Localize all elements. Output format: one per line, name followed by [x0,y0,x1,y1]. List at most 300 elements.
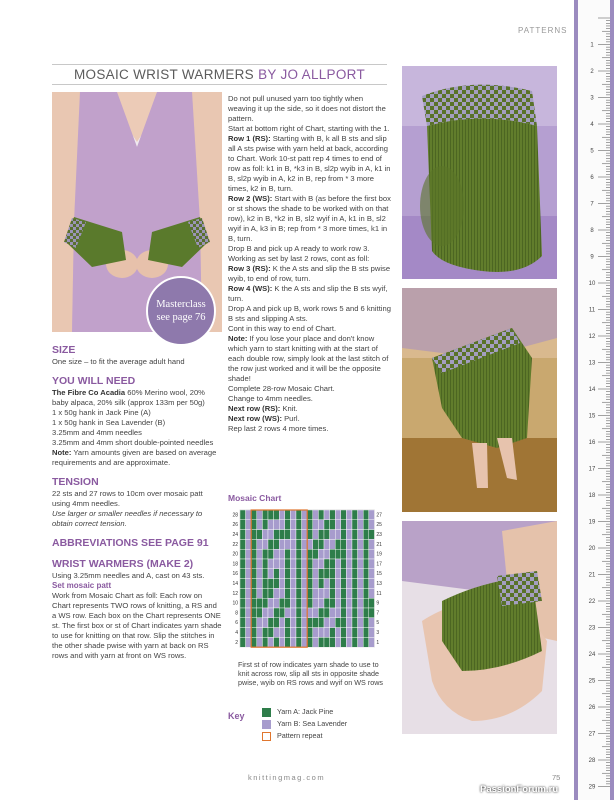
chart-cell [318,549,324,559]
ruler-label: 20 [588,546,596,552]
chart-cell [262,559,268,569]
ruler-label: 4 [590,122,594,128]
chart-cell [268,579,274,589]
photo-wrist-warmer-middle [402,288,557,512]
chart-cell [307,559,313,569]
chart-cell [318,530,324,540]
chart-cell [268,598,274,608]
row-text: Purl. [282,414,300,423]
mid-para: Complete 28-row Mosaic Chart. [228,384,335,393]
chart-cell [363,510,369,520]
chart-cell [352,637,358,647]
chart-cell [313,539,319,549]
chart-cell [251,598,257,608]
ruler-label: 3 [590,95,594,102]
chart-cell [290,628,296,638]
wrist-body: Work from Mosaic Chart as foll: Each row on Chart represents TWO rows of knitting, a RS and a WS row. Each box on the Chart represents ONE st. The first box or st of Chart indicates yarn shade to use for knitting on that row. Slip the stitches in the other shade pwise with yarn at back on RS rows and with yarn at front on WS rows. [52,591,222,660]
chart-cell [346,510,352,520]
chart-cell [246,598,252,608]
row-label-left: 2 [235,639,238,646]
chart-cell [246,520,252,530]
chart-cell [307,598,313,608]
chart-cell [330,588,336,598]
chart-cell [285,539,291,549]
chart-cell [358,530,364,540]
chart-cell [330,530,336,540]
chart-cell [302,579,308,589]
chart-cell [290,598,296,608]
chart-cell [335,628,341,638]
chart-cell [285,598,291,608]
row-1 [228,134,393,194]
chart-cell [352,520,358,530]
chart-cell [302,588,308,598]
key-label-yarn-a: Yarn A: Jack Pine [277,707,334,716]
chart-cell [274,628,280,638]
chart-cell [257,598,263,608]
chart-cell [318,598,324,608]
chart-cell [313,579,319,589]
chart-cell [302,539,308,549]
row-3 [228,264,393,284]
chart-cell [313,608,319,618]
chart-cell [335,588,341,598]
abbrev-heading[interactable]: ABBREVIATIONS SEE PAGE 91 [52,537,209,549]
chart-cell [346,588,352,598]
chart-cell [318,628,324,638]
watermark: PassionForum.ru [480,784,559,795]
ruler-label: 12 [588,334,596,340]
chart-cell [279,579,285,589]
chart-cell [240,579,246,589]
ruler-label: 8 [590,228,594,234]
chart-cell [285,530,291,540]
row-label-left: 10 [232,600,238,607]
chart-cell [285,618,291,628]
pattern-title [52,67,387,82]
key-swatch-yarn-b [262,720,271,729]
chart-cell [352,588,358,598]
title-byline: BY JO ALLPORT [258,67,366,82]
chart-cell [257,569,263,579]
chart-cell [369,520,375,530]
chart-cell [240,618,246,628]
chart-cell [313,530,319,540]
mid-para: Change to 4mm needles. [228,394,313,403]
chart-cell [369,510,375,520]
chart-cell [352,618,358,628]
chart-cell [274,530,280,540]
chart-cell [279,530,285,540]
chart-cell [274,569,280,579]
chart-cell [346,530,352,540]
chart-cell [324,520,330,530]
chart-cell [302,569,308,579]
chart-cell [358,549,364,559]
chart-cell [318,618,324,628]
mid-para: Start at bottom right of Chart, starting with the 1. [228,124,390,133]
chart-cell [363,637,369,647]
chart-cell [330,618,336,628]
chart-cell [313,569,319,579]
chart-cell [268,608,274,618]
chart-cell [302,608,308,618]
need-item: 1 x 50g hank in Sea Lavender (B) [52,418,166,427]
chart-cell [341,637,347,647]
chart-cell [324,637,330,647]
chart-cell [296,539,302,549]
row-label-right: 5 [376,620,380,627]
chart-cell [268,618,274,628]
chart-cell [324,579,330,589]
chart-cell [268,569,274,579]
chart-cell [262,637,268,647]
row-label-left: 22 [232,541,238,548]
chart-cell [324,618,330,628]
key-swatch-yarn-a [262,708,271,717]
chart-cell [324,510,330,520]
chart-cell [296,569,302,579]
chart-cell [296,549,302,559]
chart-cell [363,618,369,628]
chart-cell [262,539,268,549]
chart-cell [285,608,291,618]
chart-cell [352,530,358,540]
chart-cell [262,510,268,520]
chart-cell [335,530,341,540]
chart-cell [285,637,291,647]
chart-cell [240,530,246,540]
chart-cell [279,520,285,530]
chart-cell [246,628,252,638]
need-item: 3.25mm and 4mm needles [52,428,142,437]
chart-cell [363,569,369,579]
chart-cell [369,598,375,608]
chart-cell [346,598,352,608]
chart-cell [296,628,302,638]
middle-column [228,94,393,434]
mosaic-subheading: Set mosaic patt [52,581,112,590]
chart-cell [268,637,274,647]
chart-cell [302,530,308,540]
chart-cell [262,569,268,579]
chart-cell [246,559,252,569]
chart-cell [358,608,364,618]
chart-cell [341,628,347,638]
chart-cell [313,637,319,647]
chart-cell [302,598,308,608]
chart-cell [307,588,313,598]
chart-cell [274,520,280,530]
row-label-right: 21 [376,541,382,548]
chart-cell [369,608,375,618]
chart-cell [302,520,308,530]
chart-cell [313,559,319,569]
row-label-right: 3 [376,629,380,636]
chart-cell [335,637,341,647]
chart-cell [296,579,302,589]
row-label-left: 4 [235,629,238,636]
chart-cell [369,579,375,589]
chart-cell [296,530,302,540]
chart-cell [296,637,302,647]
chart-cell [324,588,330,598]
mid-note [228,334,393,384]
chart-cell [257,608,263,618]
chart-title: Mosaic Chart [228,493,282,503]
chart-cell [257,618,263,628]
chart-cell [285,569,291,579]
ruler-label: 29 [588,784,596,791]
row-label: Next row (WS): [228,414,282,423]
chart-cell [324,598,330,608]
badge-line-2: see page 76 [156,312,206,323]
row-label-right: 27 [376,512,382,519]
chart-cell [262,588,268,598]
chart-cell [296,559,302,569]
chart-cell [346,539,352,549]
chart-cell [285,588,291,598]
chart-cell [346,628,352,638]
row-label: Row 2 (WS): [228,194,273,203]
chart-cell [324,608,330,618]
chart-cell [246,530,252,540]
mid-para: Rep last 2 rows 4 more times. [228,424,329,433]
chart-cell [358,559,364,569]
tension-note: Use larger or smaller needles if necessary to obtain correct tension. [52,509,203,528]
next-row-rs [228,404,393,414]
chart-cell [302,510,308,520]
chart-cell [262,520,268,530]
chart-cell [369,549,375,559]
chart-cell [296,618,302,628]
chart-cell [346,549,352,559]
yarn-description [52,388,222,408]
ruler-label: 28 [588,758,596,764]
chart-cell [313,628,319,638]
chart-cell [318,569,324,579]
ruler-label: 9 [590,254,594,261]
chart-cell [290,588,296,598]
chart-cell [274,637,280,647]
chart-cell [352,549,358,559]
chart-cell [257,539,263,549]
row-label-left: 14 [232,580,238,587]
chart-cell [363,628,369,638]
chart-cell [251,559,257,569]
chart-cell [274,559,280,569]
chart-cell [330,569,336,579]
chart-cell [240,588,246,598]
chart-cell [358,569,364,579]
chart-cell [341,618,347,628]
chart-cell [335,608,341,618]
chart-cell [307,569,313,579]
chart-cell [352,559,358,569]
chart-cell [240,510,246,520]
chart-cell [240,637,246,647]
chart-cell [279,559,285,569]
chart-cell [240,569,246,579]
chart-cell [296,588,302,598]
row-4 [228,284,393,304]
chart-cell [335,549,341,559]
yarn-brand: The Fibre Co Acadia [52,388,126,397]
ruler-label: 25 [588,678,596,685]
chart-cell [290,618,296,628]
chart-cell [302,637,308,647]
chart-cell [324,530,330,540]
chart-cell [363,530,369,540]
chart-cell [279,569,285,579]
chart-cell [341,588,347,598]
row-text: Start with B (as before the first box or st shows the shade to be worked with on that row), k2 in B, *k2 in B, sl2 wyif in A, k1 in B, sl2 wyif in A, k3 in B; rep from * 3 more times, k1 in B, turn. [228,194,391,243]
chart-cell [341,569,347,579]
row-label-left: 18 [232,561,238,568]
chart-cell [290,569,296,579]
chart-cell [330,510,336,520]
wrist-heading: WRIST WARMERS (MAKE 2) [52,558,194,570]
chart-cell [274,618,280,628]
chart-cell [318,579,324,589]
ruler-label: 26 [588,705,596,711]
chart-cell [330,637,336,647]
chart-cell [246,637,252,647]
chart-cell [346,559,352,569]
note-text: If you lose your place and don't know which yarn to start knitting with at the start of each double row, simply look at the last stitch of the row just worked and it will be the opposite shade! [228,334,389,383]
chart-cell [335,579,341,589]
row-label-left: 6 [235,620,238,627]
chart-cell [324,539,330,549]
chart-cell [296,510,302,520]
chart-cell [274,588,280,598]
ruler-label: 22 [588,599,596,605]
ruler-label: 23 [588,625,596,632]
chart-cell [268,520,274,530]
row-label-left: 8 [235,610,238,617]
wrist-intro: Using 3.25mm needles and A, cast on 43 sts. [52,571,205,580]
chart-cell [285,510,291,520]
row-label: Row 3 (RS): [228,264,271,273]
mid-para: Drop A and pick up B, work rows 5 and 6 knitting B sts and slipping A sts. [228,304,391,323]
chart-cell [330,579,336,589]
row-label-right: 19 [376,551,382,558]
row-label: Next row (RS): [228,404,281,413]
chart-cell [341,520,347,530]
ruler-label: 1 [590,42,594,49]
chart-cell [352,510,358,520]
chart-cell [257,510,263,520]
chart-cell [352,608,358,618]
row-text: K the A sts and slip the B sts pwise wyib, to end of row, turn. [228,264,391,283]
chart-cell [346,579,352,589]
title-rule-bottom [52,84,387,85]
chart-cell [363,598,369,608]
chart-cell [330,559,336,569]
need-item: 1 x 50g hank in Jack Pine (A) [52,408,151,417]
chart-cell [262,608,268,618]
chart-cell [246,618,252,628]
chart-cell [341,539,347,549]
chart-cell [262,579,268,589]
chart-cell [341,579,347,589]
chart-cell [279,628,285,638]
chart-cell [369,628,375,638]
chart-cell [285,549,291,559]
size-heading: SIZE [52,344,76,356]
chart-cell [285,579,291,589]
key-swatch-repeat [262,732,271,741]
chart-cell [257,637,263,647]
chart-cell [346,520,352,530]
chart-cell [307,618,313,628]
chart-cell [290,559,296,569]
row-label-right: 15 [376,571,382,578]
row-text: Knit. [280,404,298,413]
chart-cell [279,598,285,608]
chart-cell [251,637,257,647]
chart-cell [363,520,369,530]
chart-cell [307,539,313,549]
chart-cell [324,569,330,579]
chart-cell [257,579,263,589]
chart-cell [335,618,341,628]
chart-cell [313,588,319,598]
chart-cell [324,549,330,559]
row-label: Row 4 (WS): [228,284,273,293]
ruler-label: 17 [588,466,596,473]
chart-cell [257,530,263,540]
mosaic-chart [228,508,386,658]
chart-cell [290,608,296,618]
chart-cell [274,598,280,608]
size-text: One size – to fit the average adult hand [52,357,185,366]
masterclass-badge[interactable] [146,276,216,346]
chart-cell [363,579,369,589]
chart-cell [251,608,257,618]
need-note-label: Note: [52,448,72,457]
chart-cell [369,569,375,579]
chart-cell [290,637,296,647]
chart-cell [324,628,330,638]
photo-wrist-warmer-top [402,66,557,279]
chart-cell [352,569,358,579]
chart-cell [268,559,274,569]
footer-site[interactable]: knittingmag.com [248,773,326,782]
chart-cell [240,628,246,638]
chart-cell [358,579,364,589]
chart-cell [341,530,347,540]
row-label-right: 13 [376,580,382,587]
chart-cell [358,539,364,549]
chart-cell [335,569,341,579]
ruler-label: 5 [590,148,594,155]
row-label-left: 16 [232,571,238,578]
chart-cell [268,539,274,549]
chart-cell [335,520,341,530]
yarn-desc: 60% Merino wool, 20% baby alpaca, 20% silk (approx 133m per 50g) [52,388,205,407]
chart-cell [358,618,364,628]
chart-cell [318,510,324,520]
chart-cell [307,579,313,589]
chart-cell [369,588,375,598]
chart-cell [330,598,336,608]
chart-cell [251,530,257,540]
chart-cell [274,608,280,618]
chart-cell [262,549,268,559]
chart-cell [358,520,364,530]
row-label-right: 1 [376,639,380,646]
